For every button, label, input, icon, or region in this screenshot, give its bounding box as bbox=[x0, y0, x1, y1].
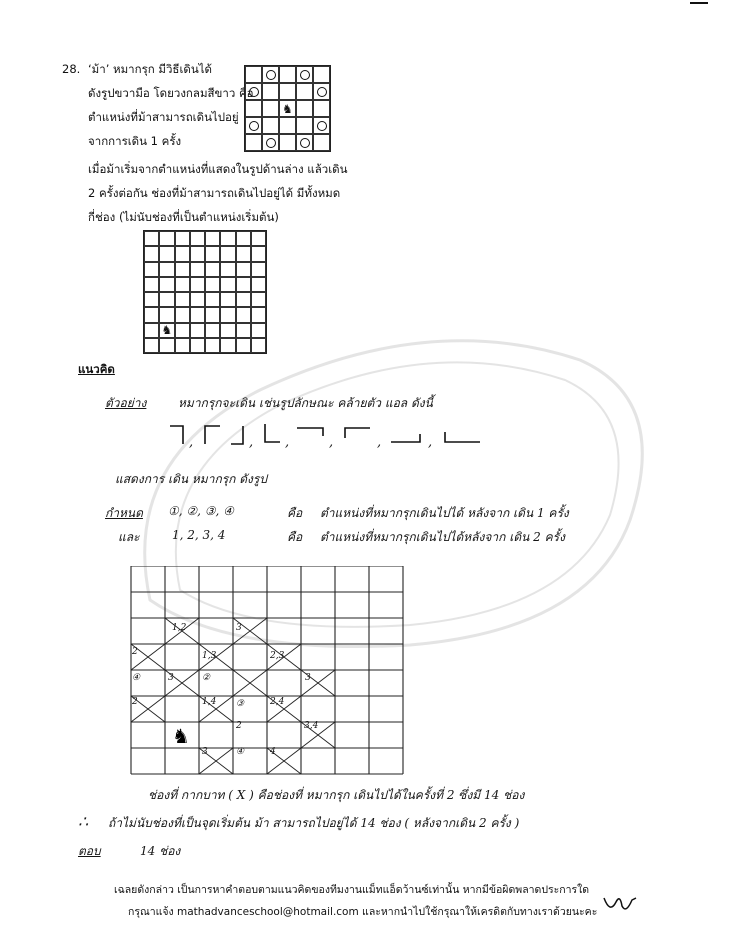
board-cell bbox=[251, 231, 266, 246]
question-para-2: 2 ครั้งต่อกัน ช่องที่ม้าสามารถเดินไปอยู่ได้ มีทั้งหมด bbox=[88, 186, 341, 200]
board-cell bbox=[205, 246, 220, 261]
board-cell bbox=[236, 231, 251, 246]
board-cell bbox=[175, 246, 190, 261]
diagram-cell bbox=[296, 83, 313, 100]
svg-text:,: , bbox=[428, 435, 433, 450]
board-cell bbox=[144, 338, 159, 353]
diagram-cell bbox=[245, 100, 262, 117]
board-cell bbox=[159, 292, 174, 307]
board-cell bbox=[236, 292, 251, 307]
define-is-2: คือ bbox=[287, 530, 303, 544]
define-marks: ①, ②, ③, ④ bbox=[168, 504, 234, 518]
footer-line-1: เฉลยดังกล่าว เป็นการหาคำตอบตามแนวคิดของทีมงานแม็ทแอ็ดว้านซ์เท่านั้น หากมีข้อผิดพลาดประการใด bbox=[114, 884, 590, 896]
diagram-cell bbox=[245, 134, 262, 151]
board-cell bbox=[190, 307, 205, 322]
diagram-cell bbox=[262, 100, 279, 117]
svg-text:,: , bbox=[285, 435, 290, 450]
diagram-cell bbox=[245, 66, 262, 83]
grid-label: ③ bbox=[236, 699, 245, 709]
board-cell bbox=[251, 246, 266, 261]
board-cell bbox=[251, 323, 266, 338]
board-cell bbox=[220, 277, 235, 292]
footer-line-2: กรุณาแจ้ง mathadvanceschool@hotmail.com และหากนำไปใช้กรุณาให้เครดิตกับทางเราด้วยนะคะ bbox=[128, 906, 598, 918]
move-circle bbox=[266, 70, 276, 80]
grid-label: ④ bbox=[236, 747, 245, 757]
diagram-cell bbox=[296, 66, 313, 83]
move-circle bbox=[249, 121, 259, 131]
summary-1: ช่องที่ กากบาท ( X ) คือช่องที่ หมากรุก เดินไปได้ในครั้งที่ 2 ซึ่งมี 14 ช่อง bbox=[148, 788, 525, 802]
diagram-cell bbox=[313, 134, 330, 151]
grid-label: 2 bbox=[236, 721, 242, 731]
move-circle bbox=[317, 87, 327, 97]
board-cell bbox=[190, 262, 205, 277]
diagram-cell bbox=[296, 100, 313, 117]
board-cell bbox=[159, 231, 174, 246]
diagram-cell bbox=[262, 134, 279, 151]
question-line-3: ตำแหน่งที่ม้าสามารถเดินไปอยู่ bbox=[88, 110, 239, 124]
board-cell bbox=[205, 323, 220, 338]
board-cell bbox=[236, 307, 251, 322]
board-cell bbox=[220, 246, 235, 261]
diagram-cell bbox=[262, 66, 279, 83]
diagram-cell bbox=[279, 134, 296, 151]
svg-text:,: , bbox=[249, 435, 254, 450]
diagram-cell bbox=[262, 117, 279, 134]
move-circle bbox=[317, 121, 327, 131]
define-nums: 1, 2, 3, 4 bbox=[172, 528, 226, 542]
board-cell bbox=[175, 231, 190, 246]
move-circle bbox=[249, 87, 259, 97]
solution-heading: แนวคิด bbox=[78, 362, 115, 376]
board-cell bbox=[190, 246, 205, 261]
define-text-1: ตำแหน่งที่หมากรุกเดินไปได้ หลังจาก เดิน 1 ครั้ง bbox=[320, 506, 569, 520]
diagram-cell bbox=[279, 66, 296, 83]
move-circle bbox=[300, 70, 310, 80]
board-cell bbox=[159, 323, 174, 338]
answer-label: ตอบ bbox=[78, 844, 101, 858]
grid-label: 3 bbox=[236, 623, 242, 633]
board-cell bbox=[144, 323, 159, 338]
board-cell bbox=[144, 246, 159, 261]
grid-label: 2 bbox=[132, 697, 138, 707]
corner-dash bbox=[690, 2, 708, 4]
question-line-2: ดังรูปขวามือ โดยวงกลมสีขาว คือ bbox=[88, 86, 254, 100]
knight-move-diagram bbox=[244, 65, 331, 152]
diagram-cell bbox=[313, 100, 330, 117]
board-cell bbox=[175, 277, 190, 292]
knight-icon: ♞ bbox=[282, 101, 293, 116]
board-cell bbox=[175, 338, 190, 353]
board-cell bbox=[251, 292, 266, 307]
define-is-1: คือ bbox=[287, 506, 303, 520]
grid-label: 3,4 bbox=[304, 721, 319, 731]
signature-mark bbox=[602, 892, 640, 916]
board-cell bbox=[220, 323, 235, 338]
show-text: แสดงการ เดิน หมากรุก ดังรูป bbox=[115, 472, 267, 486]
grid-label: 1,3 bbox=[202, 651, 217, 661]
grid-label: 2 bbox=[132, 647, 138, 657]
board-cell bbox=[236, 338, 251, 353]
board-cell bbox=[175, 323, 190, 338]
board-cell bbox=[220, 307, 235, 322]
diagram-cell bbox=[313, 66, 330, 83]
board-cell bbox=[236, 246, 251, 261]
board-cell bbox=[251, 262, 266, 277]
board-cell bbox=[190, 231, 205, 246]
board-cell bbox=[159, 277, 174, 292]
diagram-cell bbox=[245, 117, 262, 134]
example-text: หมากรุกจะเดิน เช่นรูปลักษณะ คล้ายตัว แอล ดังนี้ bbox=[178, 396, 433, 410]
board-cell bbox=[190, 277, 205, 292]
diagram-cell bbox=[262, 83, 279, 100]
board-cell bbox=[144, 292, 159, 307]
board-cell bbox=[205, 277, 220, 292]
diagram-cell bbox=[296, 134, 313, 151]
grid-label: 3 bbox=[305, 673, 311, 683]
board-cell bbox=[251, 307, 266, 322]
svg-text:,: , bbox=[189, 435, 194, 450]
chess-board bbox=[143, 230, 267, 354]
diagram-cell bbox=[313, 117, 330, 134]
board-cell bbox=[159, 307, 174, 322]
diagram-cell bbox=[313, 83, 330, 100]
board-cell bbox=[205, 307, 220, 322]
board-cell bbox=[144, 277, 159, 292]
grid-label: 2,3 bbox=[270, 651, 285, 661]
diagram-cell bbox=[279, 100, 296, 117]
board-cell bbox=[144, 262, 159, 277]
board-cell bbox=[144, 307, 159, 322]
board-cell bbox=[251, 277, 266, 292]
board-cell bbox=[205, 338, 220, 353]
board-cell bbox=[190, 292, 205, 307]
grid-label: 2,4 bbox=[270, 697, 285, 707]
board-cell bbox=[236, 277, 251, 292]
knight-icon: ♞ bbox=[172, 724, 190, 748]
question-para-3: กี่ช่อง (ไม่นับช่องที่เป็นตำแหน่งเริ่มต้น) bbox=[88, 210, 279, 224]
board-cell bbox=[190, 323, 205, 338]
define-label: กำหนด bbox=[105, 506, 143, 520]
board-cell bbox=[251, 338, 266, 353]
solution-board bbox=[130, 566, 420, 776]
grid-label: ④ bbox=[132, 673, 141, 683]
board-cell bbox=[175, 292, 190, 307]
grid-label: 3 bbox=[168, 673, 174, 683]
board-cell bbox=[220, 262, 235, 277]
board-cell bbox=[220, 338, 235, 353]
grid-label: ② bbox=[202, 673, 211, 683]
move-circle bbox=[300, 138, 310, 148]
question-number: 28. bbox=[62, 62, 81, 76]
board-cell bbox=[205, 231, 220, 246]
therefore-mark: ∴ bbox=[78, 812, 89, 831]
svg-text:,: , bbox=[329, 435, 334, 450]
diagram-cell bbox=[245, 83, 262, 100]
board-cell bbox=[159, 338, 174, 353]
board-cell bbox=[205, 292, 220, 307]
question-line-4: จากการเดิน 1 ครั้ง bbox=[88, 134, 182, 148]
define-and: และ bbox=[118, 530, 140, 544]
board-cell bbox=[159, 246, 174, 261]
grid-label: 1,4 bbox=[202, 697, 217, 707]
board-cell bbox=[144, 231, 159, 246]
answer-value: 14 ช่อง bbox=[140, 844, 181, 858]
summary-2: ถ้าไม่นับช่องที่เป็นจุดเริ่มต้น ม้า สามารถไปอยู่ได้ 14 ช่อง ( หลังจากเดิน 2 ครั้ง ) bbox=[108, 816, 520, 830]
grid-label: 1,2 bbox=[172, 623, 187, 633]
board-cell bbox=[205, 262, 220, 277]
board-cell bbox=[175, 262, 190, 277]
board-cell bbox=[220, 231, 235, 246]
board-cell bbox=[236, 323, 251, 338]
define-text-2: ตำแหน่งที่หมากรุกเดินไปได้หลังจาก เดิน 2 ครั้ง bbox=[320, 530, 565, 544]
grid-label: 4 bbox=[270, 747, 276, 757]
board-cell bbox=[190, 338, 205, 353]
board-cell bbox=[159, 262, 174, 277]
svg-text:,: , bbox=[377, 435, 382, 450]
diagram-cell bbox=[279, 117, 296, 134]
move-circle bbox=[266, 138, 276, 148]
example-label: ตัวอย่าง bbox=[105, 396, 147, 410]
board-cell bbox=[236, 262, 251, 277]
grid-label: 3 bbox=[202, 747, 208, 757]
diagram-cell bbox=[296, 117, 313, 134]
l-shape-examples bbox=[165, 418, 495, 450]
question-line-1: ‘ม้า’ หมากรุก มีวิธีเดินได้ bbox=[88, 62, 212, 76]
knight-icon: ♞ bbox=[161, 323, 173, 338]
board-cell bbox=[220, 292, 235, 307]
board-cell bbox=[175, 307, 190, 322]
question-para-1: เมื่อม้าเริ่มจากตำแหน่งที่แสดงในรูปด้านล่าง แล้วเดิน bbox=[88, 162, 348, 176]
diagram-cell bbox=[279, 83, 296, 100]
